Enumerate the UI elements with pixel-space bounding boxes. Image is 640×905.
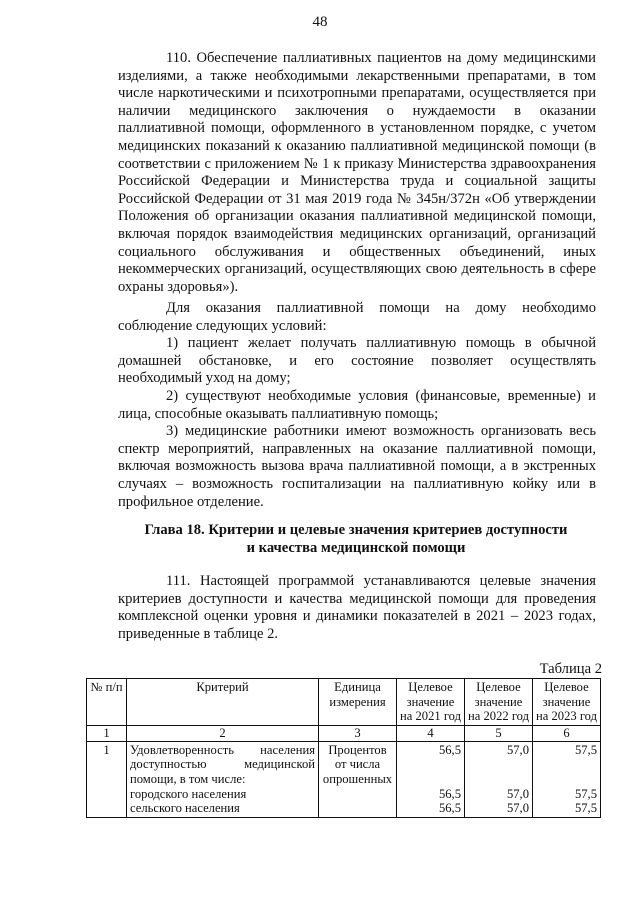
page-number: 48 xyxy=(312,14,328,30)
value-2023-rural: 57,5 xyxy=(574,801,597,816)
value-2021-cell xyxy=(397,741,465,817)
header-2022: Целевое значение на 2022 год xyxy=(465,679,533,726)
paragraph-111-block xyxy=(118,573,596,643)
column-number: 5 xyxy=(465,725,533,741)
column-number: 3 xyxy=(319,725,397,741)
paragraph-110: 110. Обеспечение паллиативных пациентов на дому медицинскими изделиями, а также необходимыми лекарственными препаратами, в том числе наркотическими и психотропными препаратами, осуществляется при наличии медицинского заключения о нуждаемости в оказании паллиативной помощи, оформленного в установленном порядке, с учетом медицинских показаний к оказанию паллиативной медицинской помощи (в соответствии с приложением № 1 к приказу Министерства здравоохранения Российской Федерации и Министерства труда и социальной защиты Российской Федерации от 31 мая 2019 года № 345н/372н «Об утверждении Положения об организации оказания паллиативной медицинской помощи, включая порядок взаимодействия медицинских организаций, организаций социального обслуживания и общественных объединений, иных некоммерческих организаций, осуществляющих свою деятельность в сфере охраны здоровья»). xyxy=(118,50,596,295)
sub-criterion-urban: городского населения xyxy=(130,786,247,801)
condition-item: 3) медицинские работники имеют возможность организовать весь спектр мероприятий, направленных на оказание паллиативной помощи, включая возможность вызова врача паллиативной помощи, а в экстренных случаях – возможность госпитализации на паллиативную койку или в профильное отделение. xyxy=(118,423,596,510)
column-number: 2 xyxy=(127,725,319,741)
condition-item: 2) существуют необходимые условия (финансовые, временные) и лица, способные оказывать паллиативную помощь; xyxy=(118,387,596,422)
table-caption: Таблица 2 xyxy=(539,661,602,677)
column-number: 6 xyxy=(533,725,601,741)
column-number: 4 xyxy=(397,725,465,741)
criterion-cell xyxy=(127,741,319,817)
value-2023: 57,5 xyxy=(574,742,597,757)
conditions-intro: Для оказания паллиативной помощи на дому необходимо соблюдение следующих условий: xyxy=(118,300,596,334)
conditions-block xyxy=(118,300,596,511)
value-2021-urban: 56,5 xyxy=(438,786,461,801)
header-unit: Единица измерения xyxy=(319,679,397,726)
value-2021: 56,5 xyxy=(438,742,461,757)
value-2022-cell xyxy=(465,741,533,817)
column-number-row xyxy=(87,725,601,741)
value-2022-rural: 57,0 xyxy=(506,801,529,816)
header-2023: Целевое значение на 2023 год xyxy=(533,679,601,726)
value-2021-rural: 56,5 xyxy=(438,801,461,816)
criteria-table xyxy=(86,678,601,818)
paragraph-110-block xyxy=(118,50,596,296)
chapter-heading-line: и качества медицинской помощи xyxy=(246,540,466,556)
column-number: 1 xyxy=(87,725,127,741)
unit-cell: Процентов от числа опрошенных xyxy=(319,741,397,817)
header-num: № п/п xyxy=(87,679,127,726)
header-criterion: Критерий xyxy=(127,679,319,726)
header-2021: Целевое значение на 2021 год xyxy=(397,679,465,726)
table-row xyxy=(87,741,601,817)
sub-criterion-rural: сельского населения xyxy=(130,801,240,816)
value-2022: 57,0 xyxy=(506,742,529,757)
value-2022-urban: 57,0 xyxy=(506,786,529,801)
row-num: 1 xyxy=(87,741,127,817)
chapter-heading-line: Глава 18. Критерии и целевые значения критериев доступности xyxy=(144,522,568,538)
chapter-heading xyxy=(100,521,612,557)
condition-item: 1) пациент желает получать паллиативную помощь в обычной домашней обстановке, и его состояние позволяет осуществлять необходимый уход на дому; xyxy=(118,335,596,387)
table-header-row xyxy=(87,679,601,726)
criterion-text: Удовлетворенность населения доступностью медицинской помощи, в том числе: xyxy=(130,742,315,786)
paragraph-111: 111. Настоящей программой устанавливаются целевые значения критериев доступности и качества медицинской помощи для проведения комплексной оценки уровня и динамики показателей в 2021 – 2023 годах, приведенные в таблице 2. xyxy=(118,573,596,642)
value-2023-urban: 57,5 xyxy=(574,786,597,801)
value-2023-cell xyxy=(533,741,601,817)
